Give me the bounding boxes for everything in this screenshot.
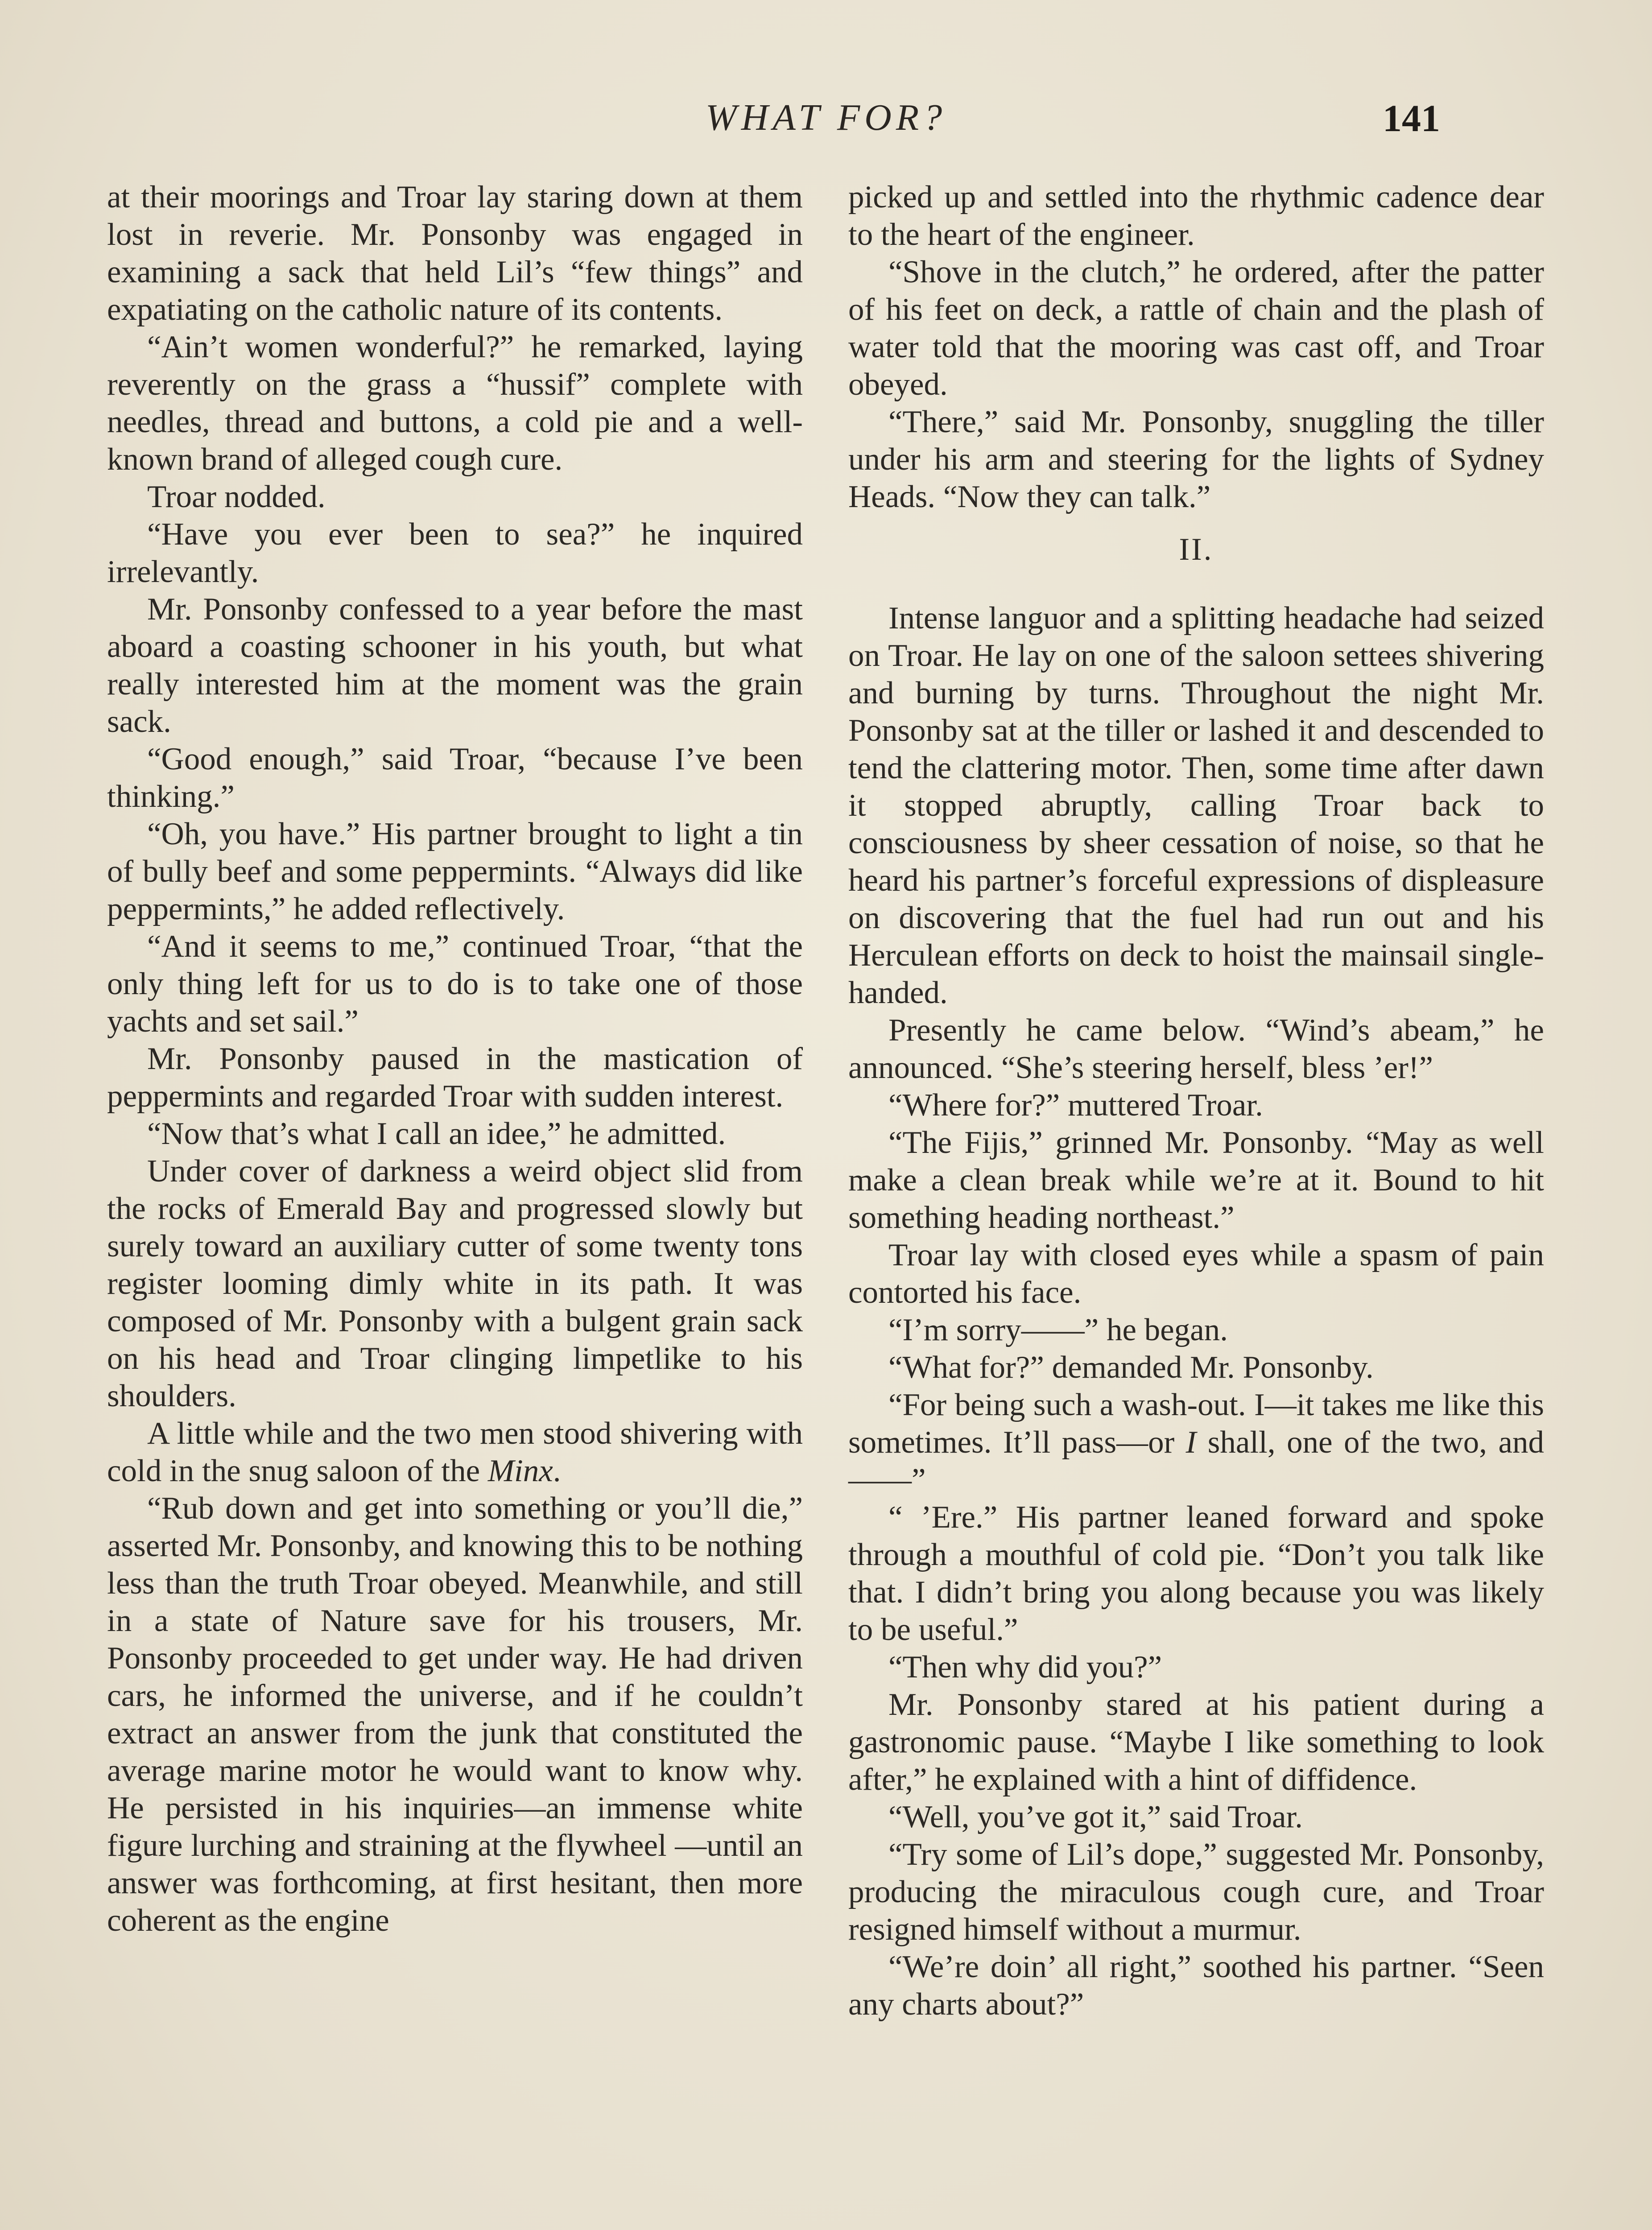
paragraph: Under cover of darkness a weird object slid from the rocks of Emerald Bay and progressed slowly but surely toward an auxiliary cutter of some twenty tons register looming dimly white in its path. It was composed of Mr. Ponsonby with a bulgent grain sack on his head and Troar clinging limpetlike to his shoulders. (107, 1154, 803, 1413)
paragraph: picked up and settled into the rhythmic cadence dear to the heart of the engineer. (848, 180, 1544, 252)
paragraph: Mr. Ponsonby confessed to a year before the mast aboard a coasting schooner in his youth, but what really interested him at the moment was the grain sack. (107, 592, 803, 739)
paragraph: “ ’Ere.” His partner leaned forward and spoke through a mouthful of cold pie. “Don’t you talk like that. I didn’t bring you along because you was likely to be useful.” (848, 1500, 1544, 1647)
paragraph: “Well, you’ve got it,” said Troar. (888, 1800, 1303, 1834)
paragraph: “Try some of Lil’s dope,” suggested Mr. Ponsonby, producing the miraculous cough cure, and Troar resigned himself without a murmur. (848, 1837, 1544, 1947)
paragraph: “Oh, you have.” His partner brought to light a tin of bully beef and some peppermints. “Always did like peppermints,” he added reflectively. (107, 817, 803, 926)
paragraph: “Have you ever been to sea?” he inquired irrelevantly. (107, 517, 803, 589)
paragraph: “The Fijis,” grinned Mr. Ponsonby. “May as well make a clean break while we’re at it. Bound to hit something heading northeast.” (848, 1125, 1544, 1235)
page-number: 141 (1383, 97, 1440, 140)
paragraph-text: shall, one of the two, and——” (848, 1425, 1544, 1497)
running-head (107, 96, 1545, 145)
paragraph: “Ain’t women wonderful?” he remarked, laying reverently on the grass a “hussif” complete with needles, thread and buttons, a cold pie and a well-known brand of alleged cough cure. (107, 330, 803, 477)
paragraph: Intense languor and a splitting headache had seized on Troar. He lay on one of the saloon settees shivering and burning by turns. Throughout the night Mr. Ponsonby sat at the tiller or lashed it and descended to tend the clattering motor. Then, some time after dawn it stopped abruptly, calling Troar back to consciousness by sheer cessation of noise, so that he heard his partner’s forceful expressions of displeasure on discovering that the fuel had run out and his Herculean efforts on deck to hoist the mainsail single-handed. (848, 601, 1544, 1010)
left-column (107, 178, 803, 1939)
paragraph-text: A little while and the two men stood shivering with cold in the snug saloon of the (107, 1416, 803, 1488)
paragraph: “Where for?” muttered Troar. (888, 1088, 1263, 1123)
emphasis: I (1185, 1425, 1197, 1460)
paragraph: “There,” said Mr. Ponsonby, snuggling the tiller under his arm and steering for the lights of Sydney Heads. “Now they can talk.” (848, 405, 1544, 514)
paragraph: “Rub down and get into something or you’ll die,” asserted Mr. Ponsonby, and knowing this to be nothing less than the truth Troar obeyed. Meanwhile, and still in a state of Nature save for his trousers, Mr. Ponsonby proceeded to get under way. He had driven cars, he informed the universe, and if he couldn’t extract an answer from the junk that constituted the average marine motor he would want to know why. He persisted in his inquiries—an immense white figure lurching and straining at the flywheel —until an answer was forthcoming, at first hesitant, then more coherent as the engine (107, 1491, 803, 1938)
paragraph: “And it seems to me,” continued Troar, “that the only thing left for us to do is to take one of those yachts and set sail.” (107, 929, 803, 1039)
right-column (848, 178, 1544, 2023)
boat-name: Minx (487, 1454, 553, 1488)
paragraph: Presently he came below. “Wind’s abeam,” he announced. “She’s steering herself, bless ’er!” (848, 1013, 1544, 1085)
page-title: WHAT FOR? (705, 97, 947, 138)
paragraph: Mr. Ponsonby paused in the mastication of peppermints and regarded Troar with sudden interest. (107, 1041, 803, 1114)
paragraph (107, 1415, 803, 1490)
paragraph: “Good enough,” said Troar, “because I’ve been thinking.” (107, 742, 803, 814)
paragraph (848, 1386, 1544, 1499)
paragraph: “Now that’s what I call an idee,” he admitted. (147, 1116, 726, 1151)
paragraph: “What for?” demanded Mr. Ponsonby. (888, 1350, 1374, 1385)
section-number: II. (1179, 532, 1214, 567)
paragraph: at their moorings and Troar lay staring down at them lost in reverie. Mr. Ponsonby was engaged in examining a sack that held Lil’s “few things” and expatiating on the catholic nature of its contents. (107, 180, 803, 327)
paragraph: Mr. Ponsonby stared at his patient during a gastronomic pause. “Maybe I like something to look after,” he explained with a hint of diffidence. (848, 1687, 1544, 1797)
paragraph: Troar lay with closed eyes while a spasm of pain contorted his face. (848, 1238, 1544, 1310)
paragraph: Troar nodded. (147, 479, 326, 514)
paragraph: “Then why did you?” (888, 1650, 1162, 1685)
paragraph-text: . (553, 1454, 561, 1488)
paragraph: “We’re doin’ all right,” soothed his partner. “Seen any charts about?” (848, 1949, 1544, 2022)
paragraph: “Shove in the clutch,” he ordered, after the patter of his feet on deck, a rattle of chain and the plash of water told that the mooring was cast off, and Troar obeyed. (848, 255, 1544, 402)
paragraph: “I’m sorry——” he began. (888, 1313, 1228, 1347)
paragraph-text: “For being such a wash-out. I—it takes me like this sometimes. It’ll pass—or (848, 1388, 1544, 1460)
